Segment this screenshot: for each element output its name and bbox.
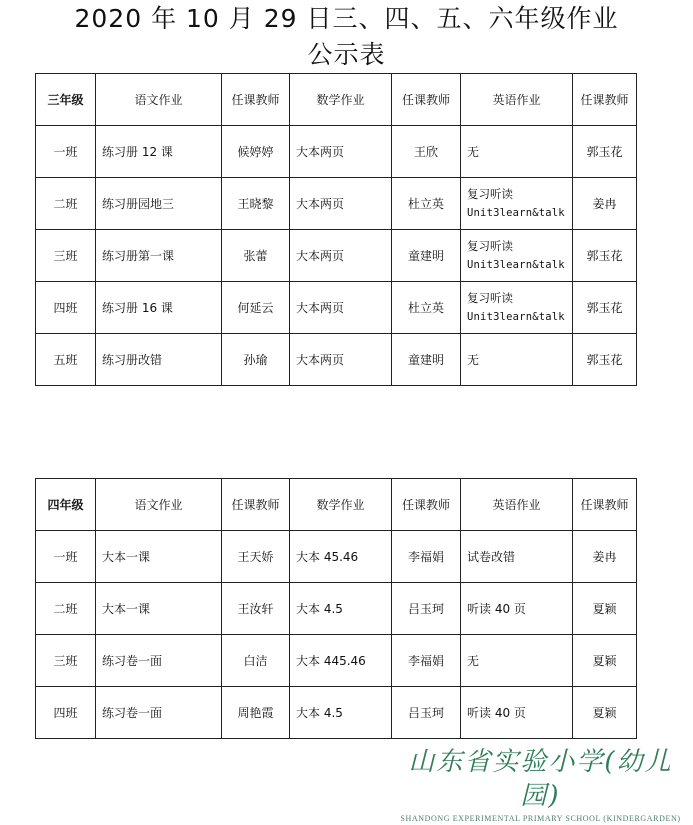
english-homework-line2: Unit3learn&talk <box>467 258 565 271</box>
math-homework: 大本两页 <box>290 282 392 334</box>
header-teacher: 任课教师 <box>573 74 637 126</box>
school-name-cn: 山东省实验小学(幼儿园) <box>408 747 673 811</box>
header-chinese-homework: 语文作业 <box>96 74 222 126</box>
math-teacher: 王欣 <box>392 126 461 178</box>
chinese-teacher: 王汝轩 <box>222 583 290 635</box>
table-row <box>36 126 637 178</box>
chinese-teacher: 王天娇 <box>222 531 290 583</box>
class-name: 四班 <box>36 282 96 334</box>
table-header-row <box>36 74 637 126</box>
english-homework-line1: 复习听读 <box>467 290 513 305</box>
chinese-homework: 大本一课 <box>96 531 222 583</box>
english-teacher: 夏颖 <box>573 687 637 739</box>
english-teacher: 夏颖 <box>573 583 637 635</box>
math-teacher: 童建明 <box>392 334 461 386</box>
grade-label: 三年级 <box>36 74 96 126</box>
class-name: 五班 <box>36 334 96 386</box>
math-homework: 大本两页 <box>290 334 392 386</box>
english-homework <box>461 178 573 230</box>
math-teacher: 吕玉珂 <box>392 583 461 635</box>
header-math-homework: 数学作业 <box>290 74 392 126</box>
class-name: 四班 <box>36 687 96 739</box>
chinese-homework: 练习册 16 课 <box>96 282 222 334</box>
english-homework: 无 <box>461 126 573 178</box>
class-name: 一班 <box>36 531 96 583</box>
chinese-homework: 练习册改错 <box>96 334 222 386</box>
header-english-homework: 英语作业 <box>461 74 573 126</box>
english-teacher: 夏颖 <box>573 635 637 687</box>
chinese-homework: 练习卷一面 <box>96 635 222 687</box>
page-subtitle: 公示表 <box>307 40 386 69</box>
math-teacher: 杜立英 <box>392 178 461 230</box>
english-homework-line2: Unit3learn&talk <box>467 206 565 219</box>
math-teacher: 吕玉珂 <box>392 687 461 739</box>
english-homework-line2: Unit3learn&talk <box>467 310 565 323</box>
chinese-teacher: 候婷婷 <box>222 126 290 178</box>
math-teacher: 李福娟 <box>392 635 461 687</box>
math-homework: 大本两页 <box>290 178 392 230</box>
math-teacher: 李福娟 <box>392 531 461 583</box>
table-row <box>36 531 637 583</box>
english-homework: 无 <box>461 334 573 386</box>
chinese-teacher: 何延云 <box>222 282 290 334</box>
header-chinese-homework: 语文作业 <box>96 479 222 531</box>
table-row <box>36 230 637 282</box>
chinese-teacher: 张蕾 <box>222 230 290 282</box>
math-homework: 大本 445.46 <box>290 635 392 687</box>
header-teacher: 任课教师 <box>222 74 290 126</box>
class-name: 三班 <box>36 635 96 687</box>
english-homework: 试卷改错 <box>461 531 573 583</box>
math-homework: 大本两页 <box>290 230 392 282</box>
english-teacher: 郭玉花 <box>573 126 637 178</box>
chinese-homework: 练习册园地三 <box>96 178 222 230</box>
table-row <box>36 635 637 687</box>
page-title: 2020 年 10 月 29 日三、四、五、六年级作业 <box>74 4 619 33</box>
class-name: 一班 <box>36 126 96 178</box>
chinese-teacher: 王晓黎 <box>222 178 290 230</box>
header-english-homework: 英语作业 <box>461 479 573 531</box>
grade-label: 四年级 <box>36 479 96 531</box>
header-teacher: 任课教师 <box>573 479 637 531</box>
table-header-row <box>36 479 637 531</box>
english-homework: 听读 40 页 <box>461 583 573 635</box>
math-teacher: 杜立英 <box>392 282 461 334</box>
chinese-teacher: 孙瑜 <box>222 334 290 386</box>
school-logo-watermark <box>393 745 688 825</box>
chinese-homework: 练习册 12 课 <box>96 126 222 178</box>
header-teacher: 任课教师 <box>392 74 461 126</box>
header-teacher: 任课教师 <box>222 479 290 531</box>
chinese-teacher: 白洁 <box>222 635 290 687</box>
class-name: 二班 <box>36 178 96 230</box>
header-math-homework: 数学作业 <box>290 479 392 531</box>
english-teacher: 郭玉花 <box>573 334 637 386</box>
english-homework <box>461 282 573 334</box>
math-homework: 大本 4.5 <box>290 687 392 739</box>
math-homework: 大本两页 <box>290 126 392 178</box>
english-teacher: 姜冉 <box>573 178 637 230</box>
chinese-homework: 大本一课 <box>96 583 222 635</box>
chinese-teacher: 周艳霞 <box>222 687 290 739</box>
class-name: 三班 <box>36 230 96 282</box>
english-homework <box>461 230 573 282</box>
grade3-table <box>35 73 637 386</box>
table-row <box>36 583 637 635</box>
table-row <box>36 687 637 739</box>
english-homework: 听读 40 页 <box>461 687 573 739</box>
math-teacher: 童建明 <box>392 230 461 282</box>
english-teacher: 姜冉 <box>573 531 637 583</box>
table-row <box>36 178 637 230</box>
table-row <box>36 334 637 386</box>
grade4-table <box>35 478 637 739</box>
chinese-homework: 练习卷一面 <box>96 687 222 739</box>
english-teacher: 郭玉花 <box>573 282 637 334</box>
table-row <box>36 282 637 334</box>
math-homework: 大本 45.46 <box>290 531 392 583</box>
chinese-homework: 练习册第一课 <box>96 230 222 282</box>
english-teacher: 郭玉花 <box>573 230 637 282</box>
school-name-en: SHANDONG EXPERIMENTAL PRIMARY SCHOOL (KINDERGARDEN) <box>400 814 681 823</box>
english-homework: 无 <box>461 635 573 687</box>
english-homework-line1: 复习听读 <box>467 186 513 201</box>
english-homework-line1: 复习听读 <box>467 238 513 253</box>
class-name: 二班 <box>36 583 96 635</box>
header-teacher: 任课教师 <box>392 479 461 531</box>
math-homework: 大本 4.5 <box>290 583 392 635</box>
